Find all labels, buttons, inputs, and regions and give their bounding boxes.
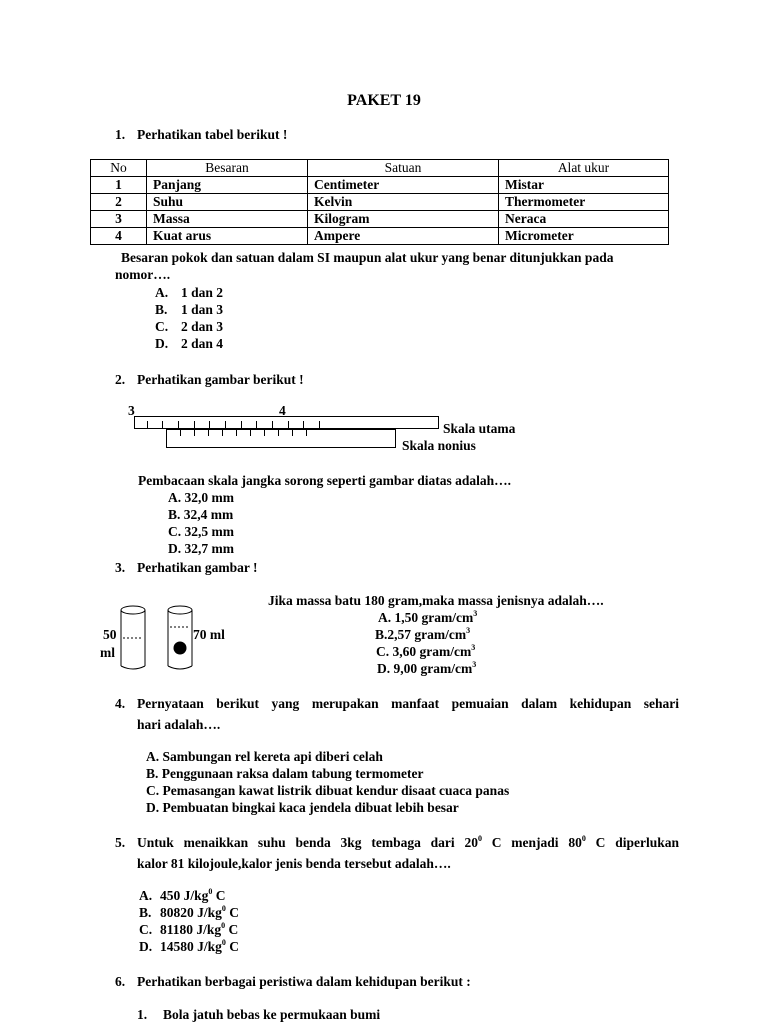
table-cell: Massa — [147, 211, 308, 228]
superscript: 3 — [466, 626, 471, 635]
main-scale-tick — [178, 421, 179, 428]
q1-table — [90, 159, 669, 245]
table-row — [91, 177, 669, 194]
option-letter: B. — [139, 905, 152, 920]
vernier-tick — [250, 429, 251, 436]
superscript: 3 — [471, 643, 476, 652]
item-text: Bola jatuh bebas ke permukaan bumi — [163, 1007, 381, 1022]
q5-text-part: C menjadi 80 — [481, 835, 582, 850]
vernier-tick — [180, 429, 181, 436]
q3-option-a — [378, 611, 477, 625]
q6-item — [137, 1008, 380, 1022]
main-scale-label: Skala utama — [443, 421, 516, 436]
q5-number: 5. — [115, 835, 126, 850]
q5-text-part: Untuk menaikkan suhu benda 3kg tembaga dari 20 — [137, 835, 478, 850]
main-scale-tick — [194, 421, 195, 428]
q2-option-a: A. 32,0 mm — [168, 490, 234, 505]
q1-number: 1. — [115, 127, 126, 142]
vernier-tick — [236, 429, 237, 436]
table-cell: 2 — [91, 194, 147, 211]
scale-number-4: 4 — [279, 403, 286, 418]
volume-after-label: 70 ml — [193, 627, 225, 642]
main-scale-tick — [303, 421, 304, 428]
q2-option-b: B. 32,4 mm — [168, 507, 234, 522]
q3-option-c — [376, 645, 475, 659]
table-cell: Thermometer — [499, 194, 669, 211]
q3-option-b — [375, 628, 470, 642]
superscript: 0 — [221, 938, 226, 947]
option-letter: A. — [155, 285, 169, 300]
table-row — [91, 194, 669, 211]
q5-option-c — [139, 923, 238, 937]
scale-number-3: 3 — [128, 403, 135, 418]
option-text: C — [225, 939, 240, 954]
q2-option-d: D. 32,7 mm — [168, 541, 234, 556]
table-cell: Panjang — [147, 177, 308, 194]
q6-number: 6. — [115, 974, 126, 989]
table-header: Besaran — [147, 160, 308, 177]
table-cell: Mistar — [499, 177, 669, 194]
q1-option-b — [155, 303, 223, 317]
cylinder-before — [121, 606, 145, 669]
option-text: 450 J/kg — [160, 888, 209, 903]
table-cell: Kuat arus — [147, 228, 308, 245]
option-text: C — [212, 888, 226, 903]
main-scale — [134, 416, 439, 429]
main-scale-tick — [147, 421, 148, 428]
superscript: 3 — [472, 660, 477, 669]
option-letter: B. — [155, 302, 168, 317]
main-scale-tick — [241, 421, 242, 428]
main-scale-tick — [162, 421, 163, 428]
option-letter: A. — [139, 888, 153, 903]
option-text: B.2,57 gram/cm — [375, 627, 467, 642]
table-header: Alat ukur — [499, 160, 669, 177]
option-text: 1 dan 3 — [181, 302, 224, 317]
q5-line1 — [137, 836, 679, 850]
option-text: 81180 J/kg — [160, 922, 222, 937]
main-scale-tick — [209, 421, 210, 428]
q3-number: 3. — [115, 560, 126, 575]
main-scale-tick — [256, 421, 257, 428]
main-scale-tick — [225, 421, 226, 428]
superscript: 0 — [581, 834, 586, 843]
q1-option-d — [155, 337, 223, 351]
vernier-scale-label: Skala nonius — [402, 438, 476, 453]
table-cell: Micrometer — [499, 228, 669, 245]
table-cell: Neraca — [499, 211, 669, 228]
q2-option-c: C. 32,5 mm — [168, 524, 234, 539]
cylinder-after — [168, 606, 192, 669]
q4-option-a: A. Sambungan rel kereta api diberi celah — [146, 749, 383, 764]
superscript: 0 — [477, 834, 482, 843]
table-cell: Kilogram — [308, 211, 499, 228]
main-scale-tick — [288, 421, 289, 428]
table-row — [91, 211, 669, 228]
table-row — [91, 228, 669, 245]
measuring-cylinders-diagram — [115, 600, 200, 672]
option-letter: C. — [139, 922, 153, 937]
vernier-scale — [166, 429, 396, 448]
option-text: C — [225, 922, 239, 937]
item-number: 1. — [137, 1007, 148, 1022]
q1-option-c — [155, 320, 223, 334]
option-text: A. 1,50 gram/cm — [378, 610, 474, 625]
table-cell: Kelvin — [308, 194, 499, 211]
vernier-tick — [222, 429, 223, 436]
q4-option-d: D. Pembuatan bingkai kaca jendela dibuat lebih besar — [146, 800, 459, 815]
q2-prompt: Perhatikan gambar berikut ! — [137, 372, 304, 387]
option-text: D. 9,00 gram/cm — [377, 661, 473, 676]
q4-line1: Pernyataan berikut yang merupakan manfaat pemuaian dalam kehidupan sehari — [137, 696, 679, 711]
q1-prompt: Perhatikan tabel berikut ! — [137, 127, 288, 142]
option-letter: D. — [139, 939, 153, 954]
table-cell: 1 — [91, 177, 147, 194]
superscript: 0 — [221, 904, 226, 913]
option-text: 1 dan 2 — [181, 285, 224, 300]
table-header: Satuan — [308, 160, 499, 177]
q5-option-b — [139, 906, 239, 920]
table-cell: Centimeter — [308, 177, 499, 194]
main-scale-tick — [272, 421, 273, 428]
vernier-tick — [278, 429, 279, 436]
superscript: 0 — [208, 887, 213, 896]
table-cell: 4 — [91, 228, 147, 245]
q2-number: 2. — [115, 372, 126, 387]
q4-option-b: B. Penggunaan raksa dalam tabung termometer — [146, 766, 424, 781]
q5-option-a — [139, 889, 226, 903]
table-header-row — [91, 160, 669, 177]
superscript: 0 — [221, 921, 226, 930]
option-letter: C. — [155, 319, 169, 334]
vernier-tick — [292, 429, 293, 436]
q3-question: Jika massa batu 180 gram,maka massa jenisnya adalah…. — [268, 593, 604, 608]
table-cell: Ampere — [308, 228, 499, 245]
vernier-tick — [264, 429, 265, 436]
option-text: 14580 J/kg — [160, 939, 222, 954]
page-title: PAKET 19 — [347, 92, 421, 109]
table-header: No — [91, 160, 147, 177]
stone — [174, 642, 187, 655]
q5-option-d — [139, 940, 239, 954]
table-cell: Suhu — [147, 194, 308, 211]
option-text: 80820 J/kg — [160, 905, 222, 920]
table-cell: 3 — [91, 211, 147, 228]
q1-question-line2: nomor…. — [115, 267, 171, 282]
vernier-tick — [208, 429, 209, 436]
superscript: 3 — [473, 609, 478, 618]
q1-option-a — [155, 286, 223, 300]
option-text: 2 dan 3 — [181, 319, 224, 334]
volume-before-number: 50 — [103, 627, 117, 642]
q3-option-d — [377, 662, 476, 676]
q5-line2: kalor 81 kilojoule,kalor jenis benda tersebut adalah…. — [137, 856, 451, 871]
q1-question-line1: Besaran pokok dan satuan dalam SI maupun alat ukur yang benar ditunjukkan pada — [121, 250, 614, 265]
vernier-tick — [306, 429, 307, 436]
q2-question: Pembacaan skala jangka sorong seperti gambar diatas adalah…. — [138, 473, 512, 488]
volume-before-unit: ml — [100, 645, 115, 660]
option-text: C. 3,60 gram/cm — [376, 644, 472, 659]
option-text: C — [225, 905, 240, 920]
q6-prompt: Perhatikan berbagai peristiwa dalam kehidupan berikut : — [137, 974, 471, 989]
q5-text-part: C diperlukan — [585, 835, 679, 850]
q3-prompt: Perhatikan gambar ! — [137, 560, 258, 575]
option-text: 2 dan 4 — [181, 336, 224, 351]
q4-option-c: C. Pemasangan kawat listrik dibuat kendur disaat cuaca panas — [146, 783, 510, 798]
option-letter: D. — [155, 336, 169, 351]
main-scale-tick — [319, 421, 320, 428]
q4-number: 4. — [115, 696, 126, 711]
vernier-tick — [194, 429, 195, 436]
q4-line2: hari adalah…. — [137, 717, 221, 732]
